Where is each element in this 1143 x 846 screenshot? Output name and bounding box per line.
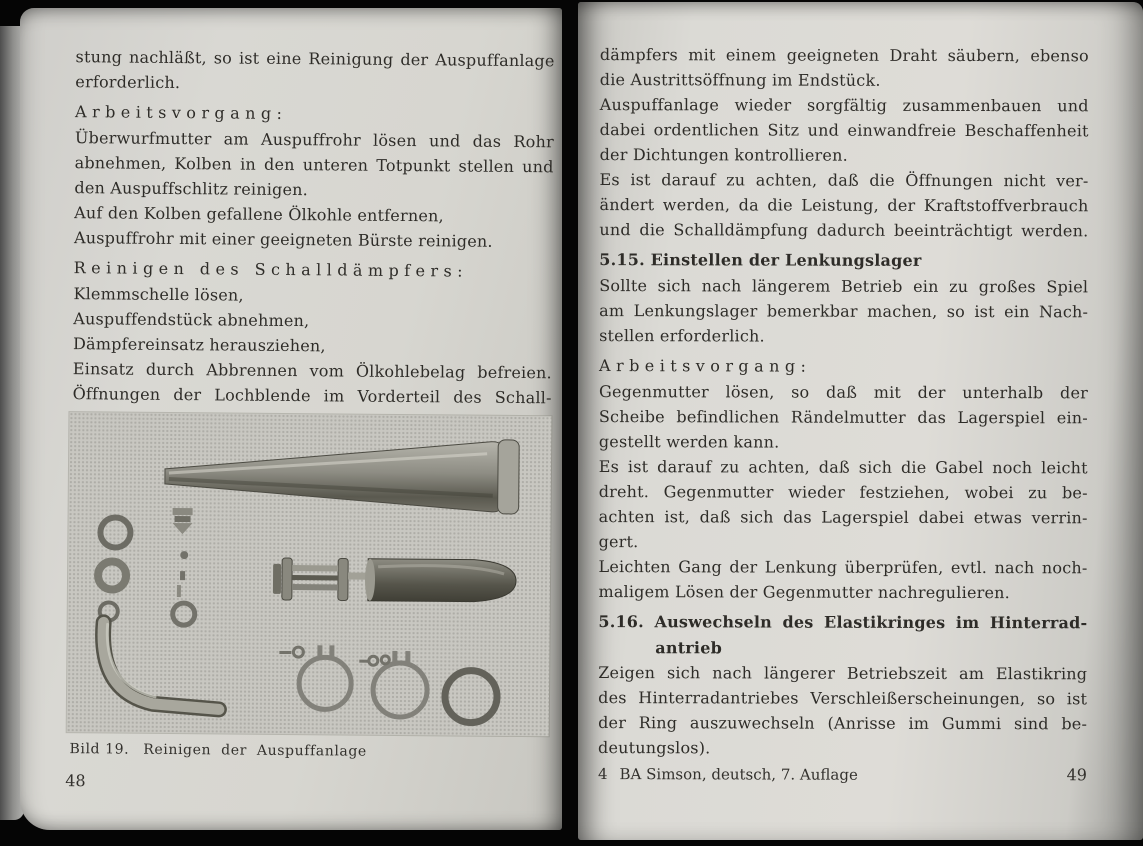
left-page — [20, 8, 562, 830]
page-number-left: 48 — [65, 771, 86, 791]
text-line: ändert werden, da die Leistung, der Kraftstoffverbrauch — [599, 195, 1089, 216]
text-line: Auspuffanlage wieder sorgfältig zusammenbauen und — [599, 95, 1089, 116]
signature-number: 4 — [597, 765, 608, 784]
text-line: gert. — [598, 532, 639, 552]
small-hardware — [172, 508, 196, 625]
text-line: der Ring auszuwechseln (Anrisse im Gummi sind be- — [598, 713, 1088, 734]
plain-ring — [445, 670, 497, 722]
text-line: Auspuffendstück abnehmen, — [73, 309, 310, 331]
text-line: Einsatz durch Abbrennen vom Ölkohlebelag befreien. — [72, 359, 552, 383]
figure-exhaust-parts-photo — [67, 412, 552, 736]
procedure-heading: Arbeitsvorgang: — [599, 356, 812, 376]
text-line: gestellt werden kann. — [598, 432, 780, 452]
text-line: maligem Lösen der Gegenmutter nachregulieren. — [598, 582, 1010, 603]
gasket-rings — [98, 517, 131, 620]
exhaust-elbow-pipe — [102, 622, 219, 709]
text-line: dabei ordentlichen Sitz und einwandfreie Beschaffenheit — [599, 120, 1089, 141]
text-line: Es ist darauf zu achten, daß die Öffnungen nicht ver- — [599, 170, 1089, 191]
section-heading-5-15: 5.15. Einstellen der Lenkungslager — [599, 250, 922, 270]
exhaust-end-piece — [365, 559, 516, 602]
procedure-heading: Arbeitsvorgang: — [75, 102, 288, 123]
figure-caption — [69, 741, 548, 761]
text-line: deutungslos). — [598, 738, 711, 758]
section-heading-5-16: 5.16. Auswechseln des Elastikringes im Hinterrad- — [598, 612, 1088, 633]
text-line: am Lenkungslager bemerkbar machen, so ist ein Nach- — [599, 301, 1089, 322]
procedure-heading: Reinigen des Schalldämpfers: — [73, 258, 469, 281]
text-line: abnehmen, Kolben in den unteren Totpunkt stellen und — [74, 153, 554, 177]
muffler-body — [165, 437, 520, 514]
text-line: Scheibe befindlichen Rändelmutter das Lagerspiel ein- — [598, 407, 1088, 428]
text-line: Überwurfmutter am Auspuffrohr lösen und das Rohr — [74, 128, 554, 152]
right-page — [578, 2, 1143, 840]
text-line: Öffnungen der Lochblende im Vorderteil des Schall- — [72, 384, 552, 408]
exhaust-parts-illustration — [67, 412, 552, 736]
text-line: und die Schalldämpfung dadurch beeinträchtigt werden. — [599, 220, 1089, 241]
text-line: Leichten Gang der Lenkung überprüfen, evtl. nach noch- — [598, 557, 1088, 578]
text-line: Auf den Kolben gefallene Ölkohle entfernen, — [74, 203, 444, 226]
text-line: Sollte sich nach längerem Betrieb ein zu großes Spiel — [599, 276, 1089, 297]
text-line: Gegenmutter lösen, so daß mit der unterhalb der — [598, 382, 1089, 403]
left-page-content — [13, 8, 555, 795]
text-line: Dämpfereinsatz herausziehen, — [72, 334, 326, 356]
text-line: Klemmschelle lösen, — [73, 284, 244, 305]
right-page-content — [576, 2, 1089, 784]
section-heading-5-16-continued: antrieb — [655, 638, 723, 658]
page-footer — [598, 764, 1087, 784]
imprint-text: BA Simson, deutsch, 7. Auflage — [619, 765, 858, 784]
text-line: Es ist darauf zu achten, daß sich die Gabel noch leicht — [598, 457, 1088, 478]
imprint-line — [598, 765, 858, 784]
text-line: Zeigen sich nach längerer Betriebszeit am Elastikring — [598, 663, 1088, 684]
figure-caption-label: Bild 19. — [69, 741, 130, 758]
text-line: erforderlich. — [75, 72, 181, 93]
page-number-right: 49 — [1066, 765, 1088, 785]
text-line: stellen erforderlich. — [599, 326, 765, 346]
text-line: der Dichtungen kontrollieren. — [599, 145, 848, 165]
text-line: stung nachläßt, so ist eine Reinigung der Auspuffanlage — [75, 47, 555, 71]
text-line: Auspuffrohr mit einer geeigneten Bürste reinigen. — [73, 228, 493, 251]
figure-caption-text: Reinigen der Auspuffanlage — [143, 741, 367, 760]
text-line: den Auspuffschlitz reinigen. — [74, 178, 309, 200]
clamp-ring-1 — [279, 645, 352, 710]
clamp-ring-2 — [359, 651, 428, 718]
text-line: die Austrittsöffnung im Endstück. — [599, 70, 881, 90]
damper-insert-assembly — [273, 558, 374, 601]
text-line: dämpfers mit einem geeigneten Draht säubern, ebenso — [599, 45, 1089, 66]
text-line: des Hinterradantriebes Verschleißerscheinungen, so ist — [598, 688, 1088, 709]
text-line: achten ist, daß sich das Lagerspiel dabei etwas verrin- — [598, 507, 1088, 528]
text-line: dreht. Gegenmutter wieder festziehen, wobei zu be- — [598, 482, 1088, 503]
